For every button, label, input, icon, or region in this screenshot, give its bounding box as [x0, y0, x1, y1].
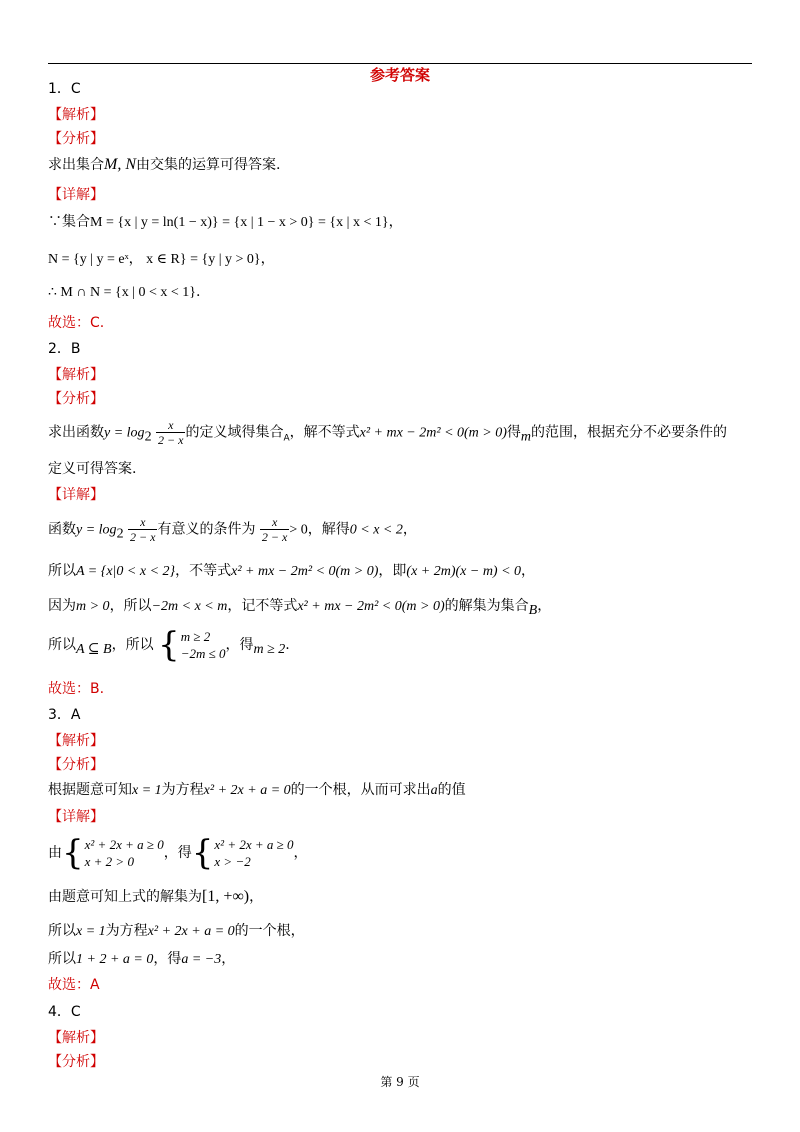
q2-analysis-2: 定义可得答案. [48, 461, 137, 477]
math: M, N [104, 156, 136, 173]
q3-detail-2 [48, 888, 263, 906]
text: ，记不等式 [227, 598, 298, 614]
math: x = 1 [132, 783, 162, 798]
math: M = {x | y = ln(1 − x)} = {x | 1 − x > 0} = {x | x < 1} [90, 215, 389, 230]
text: ， [537, 598, 552, 614]
text: 的解集为集合 [444, 598, 529, 614]
math: > 0 [289, 522, 308, 538]
q2-detail-3 [48, 597, 551, 620]
q4-label-fenxi: 【分析】 [48, 1054, 104, 1070]
brace: { [62, 833, 84, 873]
math-sub: m ≥ 2 [253, 641, 286, 657]
q1-label-fenxi: 【分析】 [48, 131, 104, 147]
math-sub: 2 [116, 526, 124, 542]
text: ，得 [163, 845, 192, 861]
text: 的范围，根据充分不必要条件的 [531, 424, 728, 441]
text: 因为 [48, 598, 76, 614]
text: 求出集合 [48, 157, 104, 173]
text: ，即 [378, 563, 407, 579]
q3-detail-3 [48, 922, 305, 941]
q2-label-fenxi: 【分析】 [48, 391, 104, 407]
text: 求出函数 [48, 424, 104, 441]
system-row: x > −2 [214, 854, 251, 869]
text: 的定义域得集合 [185, 424, 284, 441]
q2-label-xiangjie: 【详解】 [48, 487, 104, 503]
math-sub: B [528, 602, 538, 618]
q3-detail-4 [48, 950, 235, 969]
text: 为方程 [161, 782, 204, 798]
math: y = log [104, 425, 145, 441]
math: [1, +∞) [202, 888, 250, 905]
math: −2m < x < m [151, 599, 228, 614]
q2-detail-2 [48, 562, 535, 581]
text: ，得 [225, 637, 254, 653]
text: 有意义的条件为 [157, 521, 256, 538]
q2-choose: 故选：B. [48, 681, 105, 697]
math: 1 + 2 + a = 0 [76, 952, 154, 967]
q1-answer: 1．C [48, 81, 81, 97]
text: ，所以 [109, 598, 152, 614]
math: x² + 2x + a = 0 [147, 924, 235, 939]
numerator: x [156, 418, 185, 433]
math: a [430, 783, 438, 798]
math: x² + mx − 2m² < 0(m > 0) [297, 599, 445, 614]
text: ， [521, 563, 536, 579]
text: ， [221, 951, 236, 967]
page-title: 参考答案 [369, 66, 430, 84]
text: ，得 [153, 951, 182, 967]
math: x = 1 [76, 924, 106, 939]
q4-answer: 4．C [48, 1004, 81, 1020]
q1-detail-2 [48, 250, 275, 269]
text: 由 [48, 845, 62, 861]
q1-detail-3 [48, 283, 200, 302]
text: ，解得 [307, 521, 350, 538]
text: ， [260, 251, 275, 267]
q1-label-jiexi: 【解析】 [48, 107, 104, 123]
system-row: m ≥ 2 [180, 629, 211, 644]
text: ， [388, 214, 403, 230]
text: ∵集合 [48, 214, 90, 230]
math: m > 0 [76, 599, 110, 614]
fraction [260, 515, 289, 544]
text: 所以 [48, 563, 76, 579]
system-row: x² + 2x + a ≥ 0 [214, 837, 294, 852]
text: . [285, 637, 290, 653]
q2-answer: 2．B [48, 341, 81, 357]
text: ，解不等式 [289, 424, 360, 441]
text: 的值 [437, 782, 466, 798]
brace: { [158, 625, 180, 665]
text: ， [293, 845, 308, 861]
text: 所以 [48, 637, 76, 653]
text: 所以 [48, 923, 76, 939]
text: 为方程 [105, 923, 148, 939]
math: x² + mx − 2m² < 0(m > 0) [359, 425, 507, 441]
math: (x + 2m)(x − m) < 0 [406, 564, 522, 579]
q3-choose: 故选：A [48, 977, 100, 993]
text: . [196, 284, 201, 300]
math: ∴ M ∩ N = {x | 0 < x < 1} [48, 285, 197, 300]
text: 的一个根， [234, 923, 305, 939]
q2-label-jiexi: 【解析】 [48, 367, 104, 383]
numerator: x [260, 515, 289, 530]
q3-label-jiexi: 【解析】 [48, 733, 104, 749]
numerator: x [128, 515, 157, 530]
text: 得 [506, 424, 521, 441]
text: 由交集的运算可得答案. [136, 157, 281, 173]
q1-choose: 故选：C. [48, 315, 105, 331]
brace: { [191, 833, 214, 873]
q3-analysis [48, 781, 466, 800]
fraction [156, 418, 185, 447]
denominator: 2 − x [130, 530, 156, 544]
text: ， [249, 889, 264, 905]
text: ， [402, 521, 417, 538]
math: x² + mx − 2m² < 0(m > 0) [231, 564, 379, 579]
math: y = log [76, 522, 117, 538]
system-row: −2m ≤ 0 [180, 646, 226, 661]
math-sub: 2 [144, 429, 152, 445]
q1-label-xiangjie: 【详解】 [48, 187, 104, 203]
text: 的一个根，从而可求出 [290, 782, 431, 798]
text: 根据题意可知 [48, 782, 132, 798]
system [181, 628, 226, 662]
text: ，不等式 [175, 563, 232, 579]
q1-detail-1 [48, 213, 403, 232]
q3-label-xiangjie: 【详解】 [48, 809, 104, 825]
math: 0 < x < 2 [349, 522, 403, 538]
math-sub: m [520, 429, 532, 445]
set-label: A [283, 433, 290, 444]
system [85, 836, 164, 870]
text: 所以 [48, 951, 76, 967]
q3-detail-1 [48, 833, 308, 873]
math: x² + 2x + a = 0 [203, 783, 291, 798]
math: N = {y | y = eˣ， x ∈ R} = {y | y > 0} [48, 252, 261, 267]
text: ，所以 [111, 637, 154, 653]
text: 由题意可知上式的解集为 [48, 889, 202, 905]
q3-answer: 3．A [48, 707, 81, 723]
text: 函数 [48, 521, 76, 538]
system-row: x + 2 > 0 [84, 854, 134, 869]
q3-label-fenxi: 【分析】 [48, 757, 104, 773]
denominator: 2 − x [158, 433, 184, 447]
system-row: x² + 2x + a ≥ 0 [84, 837, 164, 852]
math-sub: A ⊆ B [76, 641, 112, 657]
q2-detail-1 [48, 515, 417, 544]
fraction [128, 515, 157, 544]
math: A = {x|0 < x < 2} [76, 564, 176, 579]
page-number: 第 9 页 [380, 1075, 420, 1089]
q2-analysis-1 [48, 418, 727, 447]
q4-label-jiexi: 【解析】 [48, 1030, 104, 1046]
q1-analysis [48, 156, 280, 174]
system [214, 836, 293, 870]
math: a = −3 [181, 952, 222, 967]
q2-detail-4 [48, 625, 290, 665]
denominator: 2 − x [261, 530, 288, 544]
